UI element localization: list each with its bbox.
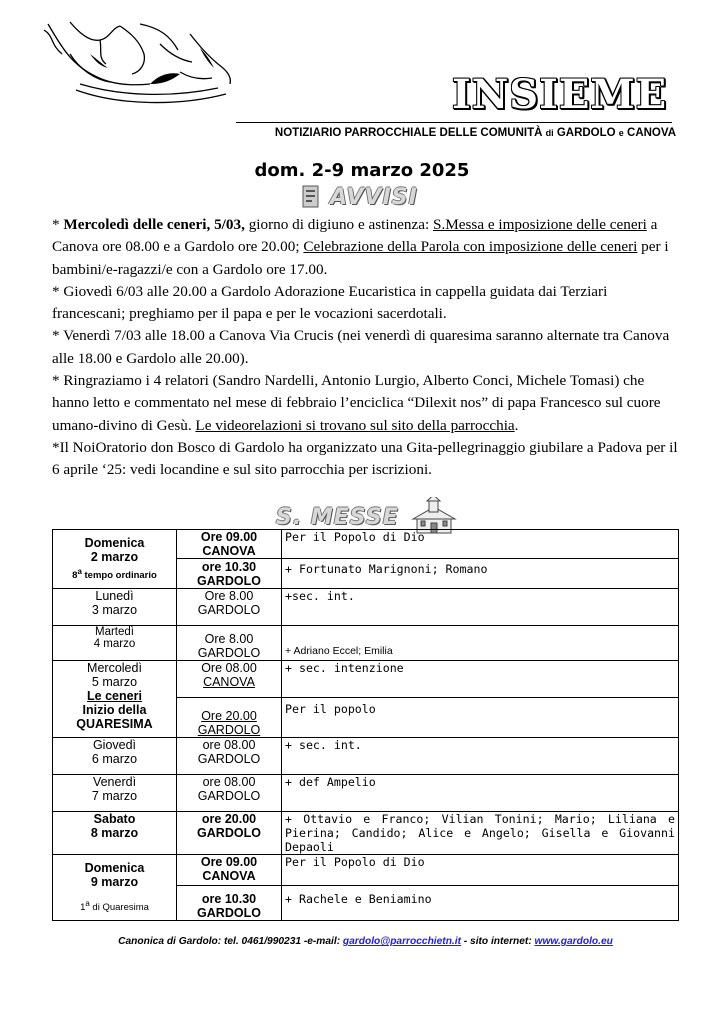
mass-intention: + Adriano Eccel; Emilia [282,626,679,661]
mass-place: GARDOLO [197,752,261,766]
mass-place: GARDOLO [197,906,261,920]
day-date: 5 marzo [91,675,138,689]
mass-intention: Per il Popolo di Dio [282,855,679,886]
mass-place: GARDOLO [197,603,261,617]
issue-date: dom. 2-9 marzo 2025 [254,160,470,181]
day-name: Venerdì [92,775,137,789]
table-row [53,812,679,855]
day-name: Mercoledì [87,661,142,675]
website-link[interactable]: www.gardolo.eu [534,936,613,947]
footer-contacts [52,936,679,947]
footer-text: - sito internet: [460,936,535,947]
notice-adoration: * Giovedì 6/03 alle 20.00 a Gardolo Adorazione Eucaristica in cappella guidata dai Terziari francescani; preghiamo per il papa e per le vocazioni sacerdotali. [52,282,608,323]
avvisi-heading [300,182,418,212]
mass-time: ore 08.00 [202,738,256,752]
masthead-rule [236,122,672,123]
mass-intention: + Rachele e Beniamino [282,886,679,921]
table-row [53,626,679,661]
day-name: Domenica [84,861,145,876]
mass-place: GARDOLO [197,646,261,660]
announcement-icon [300,184,322,210]
day-date: 9 marzo [90,875,139,890]
footer-text: Canonica di Gardolo: tel. 0461/990231 -e-mail: [118,936,343,947]
table-row [53,775,679,812]
day-date: 4 marzo [93,638,136,650]
table-row [53,661,679,698]
mass-intention: + sec. int. [282,738,679,775]
table-row [53,589,679,626]
day-date: 6 marzo [91,752,138,766]
mass-place: GARDOLO [197,574,261,588]
mass-time: Ore 09.00 [200,530,258,544]
notice-thanks: * Ringraziamo i 4 relatori (Sandro Nardelli, Antonio Lurgio, Alberto Conci, Michele Tomasi) che hanno letto e commentato nel mese di febbraio l’enciclica “Dilexit nos” di papa Francesco sul cuore umano-divino di Gesù. Le videorelazioni si trovano sul sito della parrocchia. [52,372,661,434]
notice-via-crucis: * Venerdì 7/03 alle 18.00 a Canova Via Crucis (nei venerdì di quaresima saranno alternate tra Canova alle 18.00 e Gardolo alle 20.00). [52,327,670,367]
day-name: Lunedì [95,589,134,603]
liturgical-note: QUARESIMA [76,717,153,731]
mass-intention: +sec. int. [282,589,679,626]
notices-block [52,214,682,482]
mass-intention: Per il popolo [282,698,679,738]
mass-place: GARDOLO [197,723,261,737]
mass-time: ore 20.00 [201,812,257,826]
day-name: Giovedì [92,738,137,752]
liturgical-note: Le ceneri [87,689,142,703]
mass-schedule-table [52,529,679,921]
masthead-title: INSIEME [452,71,668,118]
mass-place: CANOVA [203,675,255,689]
mass-intention: + def Ampelio [282,775,679,812]
mass-intention: Per il Popolo di Dio [282,530,679,559]
email-link[interactable]: gardolo@parrocchietn.it [342,936,461,947]
day-name: Sabato [93,812,136,826]
table-row [53,738,679,775]
table-row [53,855,679,886]
mass-time: Ore 09.00 [200,855,258,869]
mass-place: CANOVA [202,544,256,558]
mass-place: CANOVA [202,869,256,883]
day-date: 3 marzo [91,603,138,617]
mass-time: ore 10.30 [201,560,257,574]
mass-place: GARDOLO [197,826,261,840]
notice-pilgrimage: *Il NoiOratorio don Bosco di Gardolo ha organizzato una Gita-pellegrinaggio giubilare a Padova per il 6 aprile ‘25: vedi locandine e sul sito parrocchia per iscrizioni. [52,438,678,479]
mass-time: ore 10.30 [201,892,257,906]
day-name: Domenica [84,536,145,551]
day-date: 2 marzo [90,550,139,565]
day-name: Martedì [95,626,134,638]
mass-time: Ore 8.00 [204,632,254,646]
liturgical-note: 1$^a$ di Quaresima [80,899,149,914]
mass-intention: + sec. intenzione [282,661,679,698]
messe-title: S. MESSE [276,504,399,530]
mass-intention: + Fortunato Marignoni; Romano [282,559,679,589]
day-date: 7 marzo [91,789,138,803]
hands-illustration [40,14,240,114]
notice-ash-wednesday: * Mercoledì delle ceneri, 5/03, giorno di digiuno e astinenza: S.Messa e imposizione delle ceneri a Canova ore 08.00 e a Gardolo ore 20.00; Celebrazione della Parola con imposizione delle ceneri per i bambini/e-ragazzi/e con a Gardolo ore 17.00. [52,216,669,278]
newsletter-subtitle: NOTIZIARIO PARROCCHIALE DELLE COMUNITÀ di GARDOLO e CANOVA [274,127,676,139]
mass-place: GARDOLO [197,789,261,803]
mass-time: Ore 08.00 [201,661,257,675]
mass-time: Ore 20.00 [201,709,257,723]
mass-intention: + Ottavio e Franco; Vilian Tonini; Mario; Liliana e Pierina; Candido; Alice e Angelo; Gisella e Giovanni Depaoli [282,812,679,855]
liturgical-note: 8$^a$ tempo ordinario [72,567,157,582]
day-date: 8 marzo [90,826,139,840]
mass-time: ore 08.00 [202,775,256,789]
avvisi-title: AVVISI [330,184,418,210]
messe-heading [276,502,459,532]
mass-time: Ore 8.00 [204,589,254,603]
table-row [53,530,679,559]
liturgical-note: Inizio della [82,703,147,717]
